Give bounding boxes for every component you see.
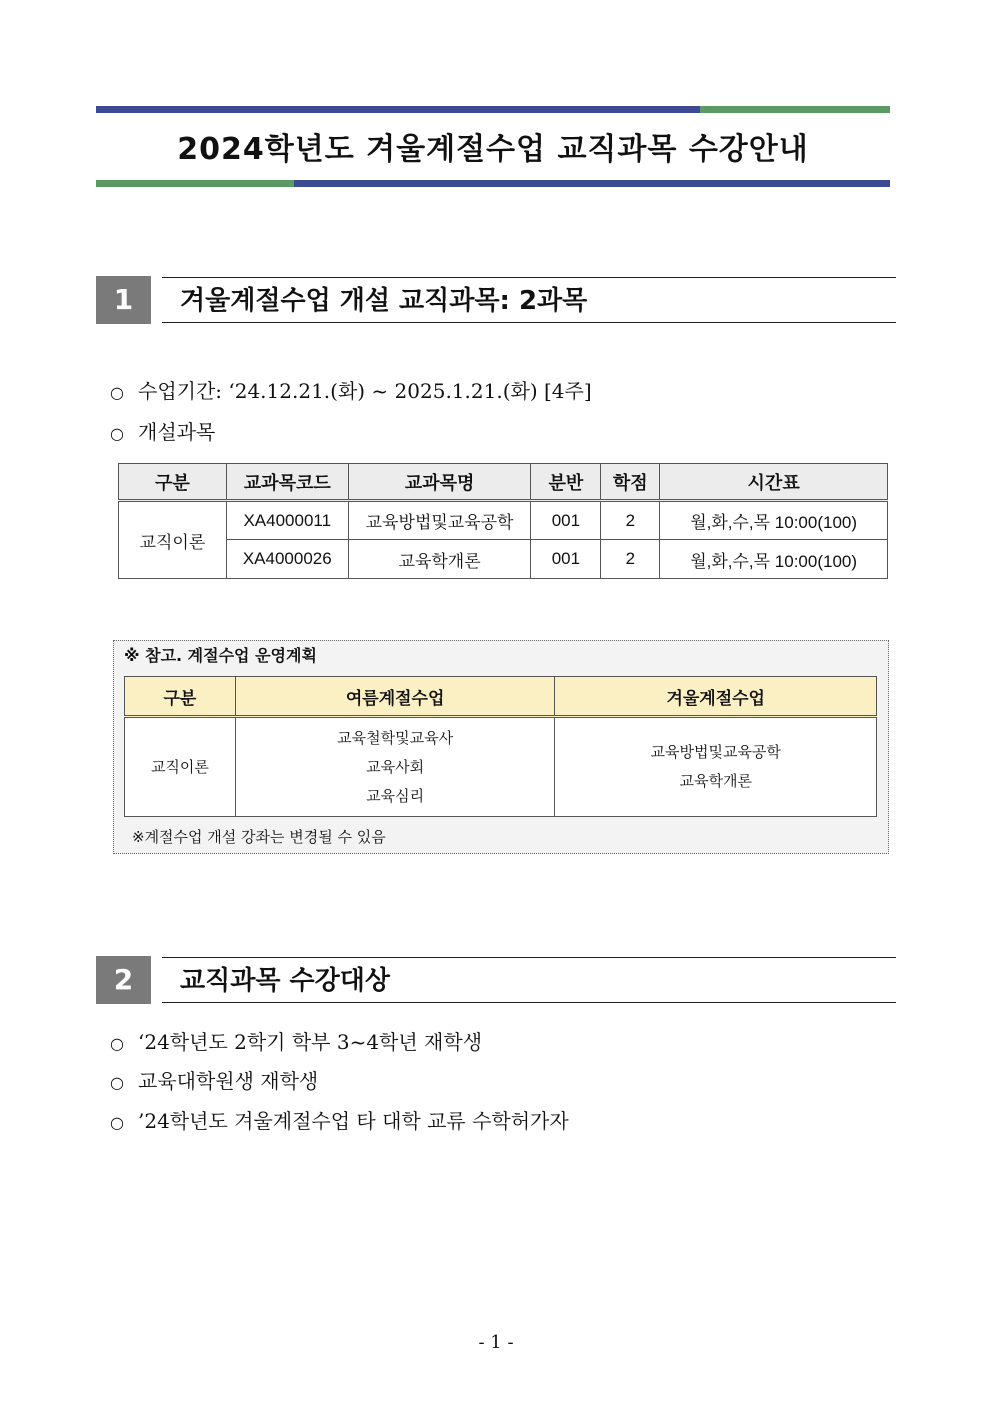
list-item: 교육학개론 <box>679 772 752 790</box>
list-item: 교육심리 <box>366 786 425 805</box>
schedule: 월,화,수,목 10:00(100) <box>660 540 888 579</box>
list-item: 교육철학및교육사 <box>337 728 454 747</box>
header-cell: 시간표 <box>660 464 888 501</box>
table-row <box>119 501 888 540</box>
reference-header-row <box>125 677 877 717</box>
header-cell: 여름계절수업 <box>235 677 555 717</box>
credits: 2 <box>601 501 660 540</box>
bullet-target-grad: ○ 교육대학원생 재학생 <box>110 1067 318 1097</box>
table-header-row <box>119 464 888 501</box>
course-table <box>118 463 888 579</box>
bullet-mark: ○ <box>110 1073 124 1092</box>
bullet-period: ○ 수업기간: ‘24.12.21.(화) ~ 2025.1.21.(화) [4주] <box>110 377 592 407</box>
bullet-target-exchange: ○ ’24학년도 겨울계절수업 타 대학 교류 수학허가자 <box>110 1107 569 1137</box>
bullet-target-undergrad: ○ ‘24학년도 2학기 학부 3~4학년 재학생 <box>110 1028 482 1058</box>
reference-title: ※ 참고. 계절수업 운영계획 <box>124 646 317 665</box>
credits: 2 <box>601 540 660 579</box>
title-top-bar-green <box>700 106 890 113</box>
bullet-mark: ○ <box>110 1113 124 1132</box>
header-cell: 교과목명 <box>348 464 531 501</box>
header-cell: 구분 <box>125 677 236 717</box>
course-name: 교육학개론 <box>348 540 531 579</box>
bullet-mark: ○ <box>110 383 124 402</box>
section-1-title: 겨울계절수업 개설 교직과목: 2과목 <box>162 277 896 323</box>
header-cell: 교과목코드 <box>226 464 348 501</box>
table-row <box>119 540 888 579</box>
course-code: XA4000026 <box>226 540 348 579</box>
course-name: 교육방법및교육공학 <box>348 501 531 540</box>
title-bottom-bar-navy <box>294 180 890 187</box>
bullet-courses: ○ 개설과목 <box>110 418 215 448</box>
section-2-title: 교직과목 수강대상 <box>162 957 896 1003</box>
schedule: 월,화,수,목 10:00(100) <box>660 501 888 540</box>
section-no: 001 <box>531 501 601 540</box>
category-cell: 교직이론 <box>125 717 236 817</box>
course-code: XA4000011 <box>226 501 348 540</box>
header-cell: 학점 <box>601 464 660 501</box>
section-no: 001 <box>531 540 601 579</box>
summer-courses <box>235 717 555 817</box>
table-row <box>125 717 877 817</box>
title-bottom-bar-green <box>96 180 294 187</box>
header-cell: 분반 <box>531 464 601 501</box>
winter-courses <box>555 717 877 817</box>
title-top-bar-navy <box>96 106 700 113</box>
category-cell: 교직이론 <box>119 501 227 579</box>
section-1-number: 1 <box>96 276 151 324</box>
header-cell: 겨울계절수업 <box>555 677 877 717</box>
bullet-mark: ○ <box>110 1034 124 1053</box>
page-title: 2024학년도 겨울계절수업 교직과목 수강안내 <box>177 132 809 167</box>
page-number: - 1 - <box>478 1332 514 1353</box>
section-2-number: 2 <box>96 956 151 1004</box>
bullet-mark: ○ <box>110 424 124 443</box>
list-item: 교육방법및교육공학 <box>650 743 781 761</box>
reference-note: ※계절수업 개설 강좌는 변경될 수 있음 <box>132 828 386 846</box>
reference-table <box>124 676 877 817</box>
header-cell: 구분 <box>119 464 227 501</box>
list-item: 교육사회 <box>366 757 425 776</box>
